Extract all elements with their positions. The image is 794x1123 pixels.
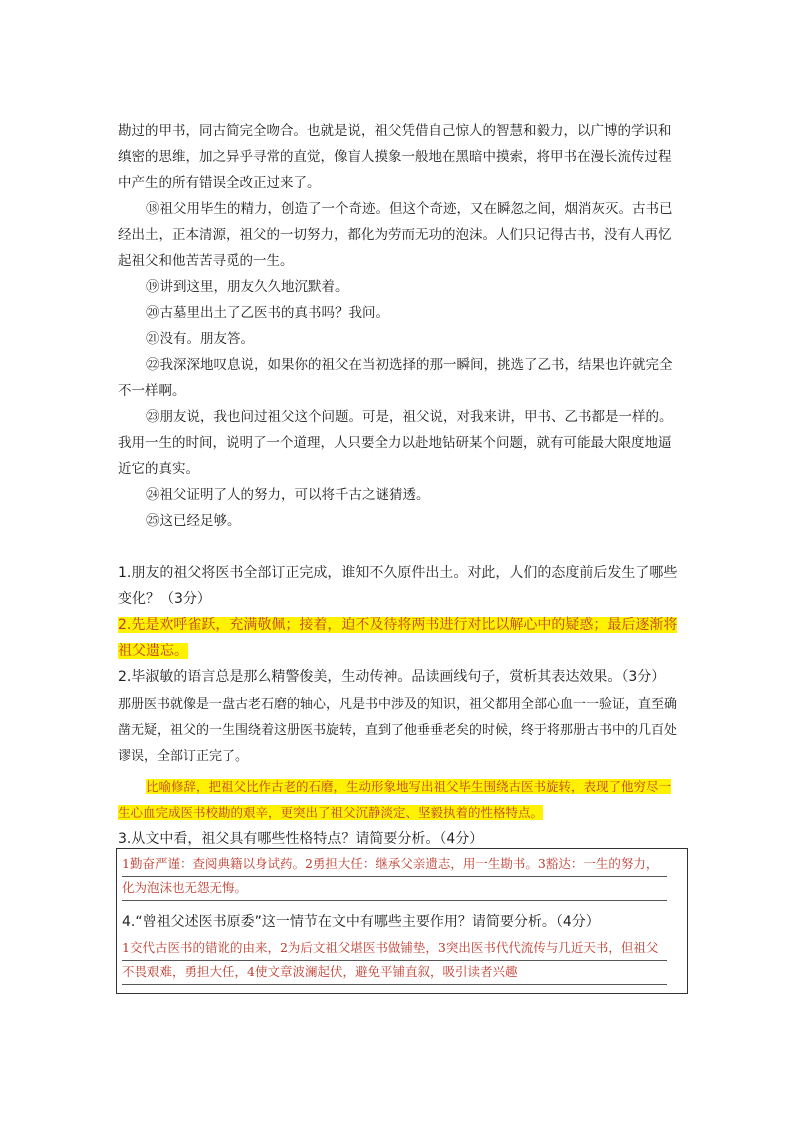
passage-paragraph-intro: 勘过的甲书，同古简完全吻合。也就是说，祖父凭借自己惊人的智慧和毅力，以广博的学识和缜密的思维，加之异乎寻常的直觉，像盲人摸象一般地在黑暗中摸索，将甲书在漫长流传过程中产生的所有错误全改正过来了。	[118, 123, 672, 191]
question-2: 2.毕淑敏的语言总是那么精警俊美，生动传神。品读画线句子，赏析其表达效果。（3分）	[118, 669, 666, 685]
passage-paragraph-22: ㉒我深深地叹息说，如果你的祖父在当初选择的那一瞬间，挑选了乙书，结果也许就完全不一样啊。	[118, 357, 673, 399]
answer-line	[122, 876, 667, 877]
question-1: 1.朋友的祖父将医书全部订正完成，谁知不久原件出土。对此，人们的态度前后发生了哪些变化？（3分）	[118, 565, 678, 607]
answer-4: 1交代古医书的错讹的由来，2为后文祖父堪医书做铺垫，3突出医书代代流传与几近天书，但祖父不畏艰难，勇担大任，4使文章波澜起伏，避免平铺直叙，吸引读者兴趣	[122, 940, 659, 979]
passage-paragraph-18: ⑱祖父用毕生的精力，创造了一个奇迹。但这个奇迹，又在瞬忽之间，烟消灰灭。古书已经出土，正本清源，祖父的一切努力，都化为劳而无功的泡沫。人们只记得古书，没有人再忆起祖父和他苦苦寻觅的一生。	[118, 201, 673, 269]
answer-1-text: 2.先是欢呼雀跃，充满敬佩；接着，迫不及待将两书进行对比以解心中的疑惑；最后逐渐将祖父遗忘。	[118, 617, 678, 659]
question-2-quote: 那册医书就像是一盘古老石磨的轴心，凡是书中涉及的知识，祖父都用全部心血一一验证，直至确凿无疑，祖父的一生围绕着这册医书旋转，直到了他垂垂老矣的时候，终于将那册古书中的几百处谬误，全部订正完了。	[118, 697, 678, 764]
question-3: 3.从文中看，祖父具有哪些性格特点？请简要分析。（4分）	[118, 831, 484, 847]
answer-line	[122, 900, 667, 901]
passage-paragraph-20: ⑳古墓里出土了乙医书的真书吗？我问。	[146, 305, 389, 321]
answer-line	[122, 960, 667, 961]
passage-paragraph-24: ㉔祖父证明了人的努力，可以将千古之谜猜透。	[146, 487, 430, 503]
answer-2-text: 比喻修辞，把祖父比作古老的石磨，生动形象地写出祖父毕生围绕古医书旋转，表现了他穷尽一生心血完成医书校勘的艰辛，更突出了祖父沉静淡定、坚毅执着的性格特点。	[118, 779, 672, 820]
passage-paragraph-23: ㉓朋友说，我也问过祖父这个问题。可是，祖父说，对我来讲，甲书、乙书都是一样的。我用一生的时间，说明了一个道理，人只要全力以赴地钻研某个问题，就有可能最大限度地逼近它的真实。	[118, 409, 673, 477]
passage-paragraph-25: ㉕这已经足够。	[146, 513, 241, 529]
answer-line	[122, 984, 667, 985]
answer-3: 1勤奋严谨：查阅典籍以身试药。2勇担大任：继承父亲遗志，用一生勘书。3豁达：一生的努力，化为泡沫也无怨无悔。	[122, 856, 659, 895]
passage-paragraph-19: ⑲讲到这里，朋友久久地沉默着。	[146, 279, 349, 295]
answer-2	[118, 774, 678, 826]
answer-1	[118, 612, 678, 664]
passage-paragraph-21: ㉑没有。朋友答。	[146, 331, 254, 347]
question-4: 4.“曾祖父述医书原委”这一情节在文中有哪些主要作用？请简要分析。（4分）	[122, 914, 600, 930]
